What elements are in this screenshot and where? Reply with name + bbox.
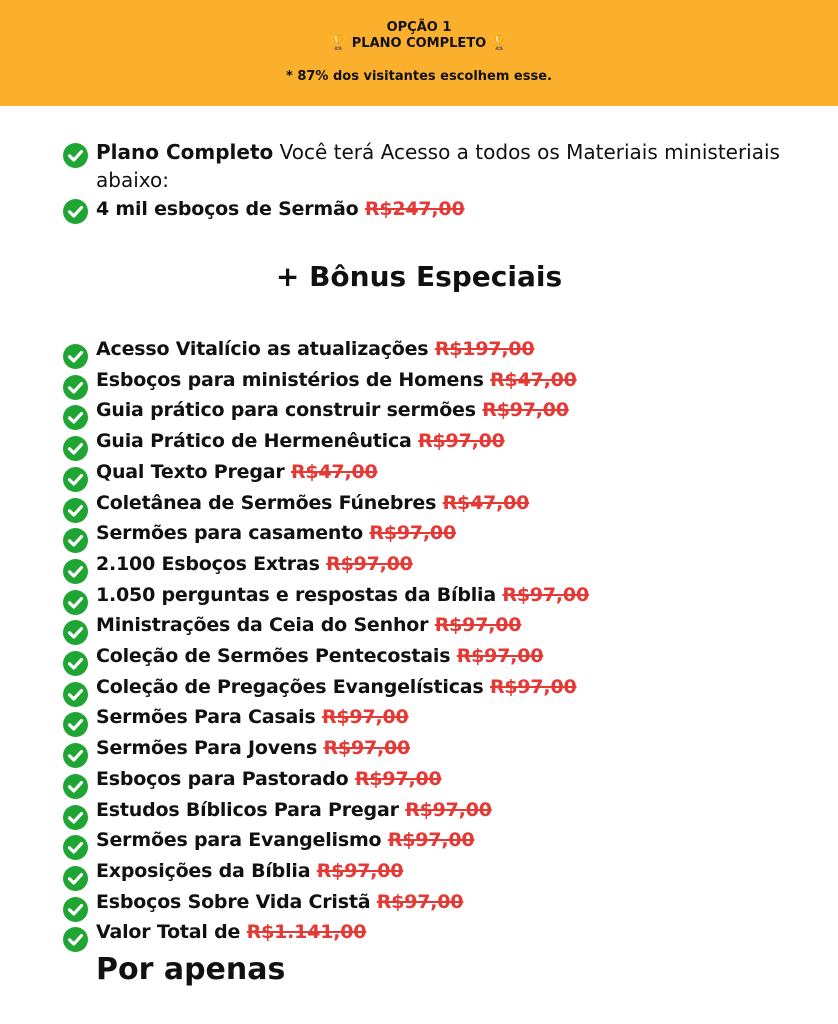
item-price: R$97,00 [456, 645, 544, 667]
list-item [96, 614, 521, 636]
item-price: R$97,00 [323, 737, 411, 760]
offer-banner [0, 0, 838, 106]
item-label: Sermões para Evangelismo [96, 829, 382, 852]
plan-intro [96, 138, 786, 194]
check-icon [63, 143, 88, 168]
check-icon [63, 712, 88, 737]
list-item [96, 430, 505, 452]
item-price: R$47,00 [442, 491, 530, 514]
item-label: Estudos Bíblicos Para Pregar [96, 798, 399, 821]
bonus-title: + Bônus Especiais [275, 260, 563, 293]
check-icon [63, 620, 88, 645]
item-price: R$97,00 [316, 859, 404, 882]
item-label: Acesso Vitalício as atualizações [96, 338, 429, 360]
option-label: OPÇÃO 1 [386, 20, 452, 35]
list-item [96, 829, 474, 851]
item-price: R$97,00 [387, 829, 475, 852]
check-icon [63, 199, 88, 224]
check-icon [63, 866, 88, 891]
plan-name: Plano Completo [96, 140, 274, 164]
main-item-price: R$247,00 [364, 198, 465, 220]
check-icon [63, 743, 88, 768]
item-label: Esboços Sobre Vida Cristã [96, 890, 371, 913]
item-label: Esboços para Pastorado [96, 767, 349, 790]
item-label: 1.050 perguntas e respostas da Bíblia [96, 583, 496, 606]
check-icon [63, 528, 88, 553]
item-price: R$97,00 [376, 890, 464, 913]
list-item [96, 338, 534, 360]
check-icon [63, 835, 88, 860]
plan-title-text: PLANO COMPLETO [351, 36, 487, 51]
list-item [96, 369, 577, 391]
item-price: R$197,00 [434, 338, 535, 360]
list-item [96, 645, 543, 667]
check-icon [63, 897, 88, 922]
check-icon [63, 805, 88, 830]
trophy-icon: 🏆 [490, 35, 509, 51]
item-price: R$97,00 [326, 552, 413, 575]
item-price: R$97,00 [405, 798, 492, 821]
list-item [96, 891, 463, 913]
check-icon [63, 651, 88, 676]
item-label: Exposições da Bíblia [96, 859, 311, 882]
list-item [96, 584, 589, 606]
list-item [96, 399, 569, 421]
list-item [96, 553, 413, 575]
check-icon [63, 774, 88, 799]
item-price: R$97,00 [489, 675, 577, 698]
item-label: Valor Total de [96, 921, 241, 944]
item-label: Guia Prático de Hermenêutica [96, 430, 412, 453]
item-label: Coleção de Sermões Pentecostais [96, 645, 451, 667]
main-item-label: 4 mil esboços de Sermão [96, 198, 359, 220]
item-price: R$97,00 [502, 583, 589, 606]
list-item [96, 676, 577, 698]
list-item [96, 492, 529, 514]
check-icon [63, 375, 88, 400]
visitors-note: * 87% dos visitantes escolhem esse. [286, 69, 552, 84]
item-price: R$97,00 [369, 522, 456, 545]
list-item [96, 461, 378, 483]
item-price: R$97,00 [321, 706, 409, 729]
list-item [96, 522, 456, 544]
item-price: R$1.141,00 [246, 921, 367, 944]
item-price: R$97,00 [434, 614, 522, 637]
trophy-icon: 🏆 [329, 35, 348, 51]
item-price: R$47,00 [490, 368, 577, 391]
list-item [96, 737, 410, 759]
list-item [96, 860, 403, 882]
item-label: 2.100 Esboços Extras [96, 552, 320, 575]
item-label: Esboços para ministérios de Homens [96, 368, 484, 391]
item-price: R$97,00 [418, 430, 505, 453]
list-item [96, 768, 442, 790]
footer-heading: Por apenas [96, 952, 286, 987]
item-price: R$97,00 [354, 767, 442, 790]
item-price: R$97,00 [482, 399, 569, 422]
check-icon [63, 344, 88, 369]
item-label: Coletânea de Sermões Fúnebres [96, 491, 437, 514]
item-label: Sermões Para Casais [96, 706, 316, 729]
item-label: Coleção de Pregações Evangelísticas [96, 675, 484, 698]
list-item [96, 706, 409, 728]
plan-description: Você terá Acesso a todos os Materiais ministeriais abaixo: [96, 140, 780, 192]
item-label: Sermões para casamento [96, 522, 363, 545]
check-icon [63, 467, 88, 492]
item-label: Guia prático para construir sermões [96, 399, 476, 422]
item-label: Qual Texto Pregar [96, 460, 285, 483]
item-price: R$47,00 [290, 460, 378, 483]
list-item [96, 799, 492, 821]
item-label: Ministrações da Ceia do Senhor [96, 614, 429, 637]
check-icon [63, 927, 88, 952]
check-icon [63, 405, 88, 430]
check-icon [63, 682, 88, 707]
main-item [96, 198, 464, 220]
item-label: Sermões Para Jovens [96, 737, 318, 760]
list-item [96, 921, 366, 943]
check-icon [63, 498, 88, 523]
plan-title [0, 35, 838, 51]
check-icon [63, 436, 88, 461]
check-icon [63, 590, 88, 615]
check-icon [63, 559, 88, 584]
